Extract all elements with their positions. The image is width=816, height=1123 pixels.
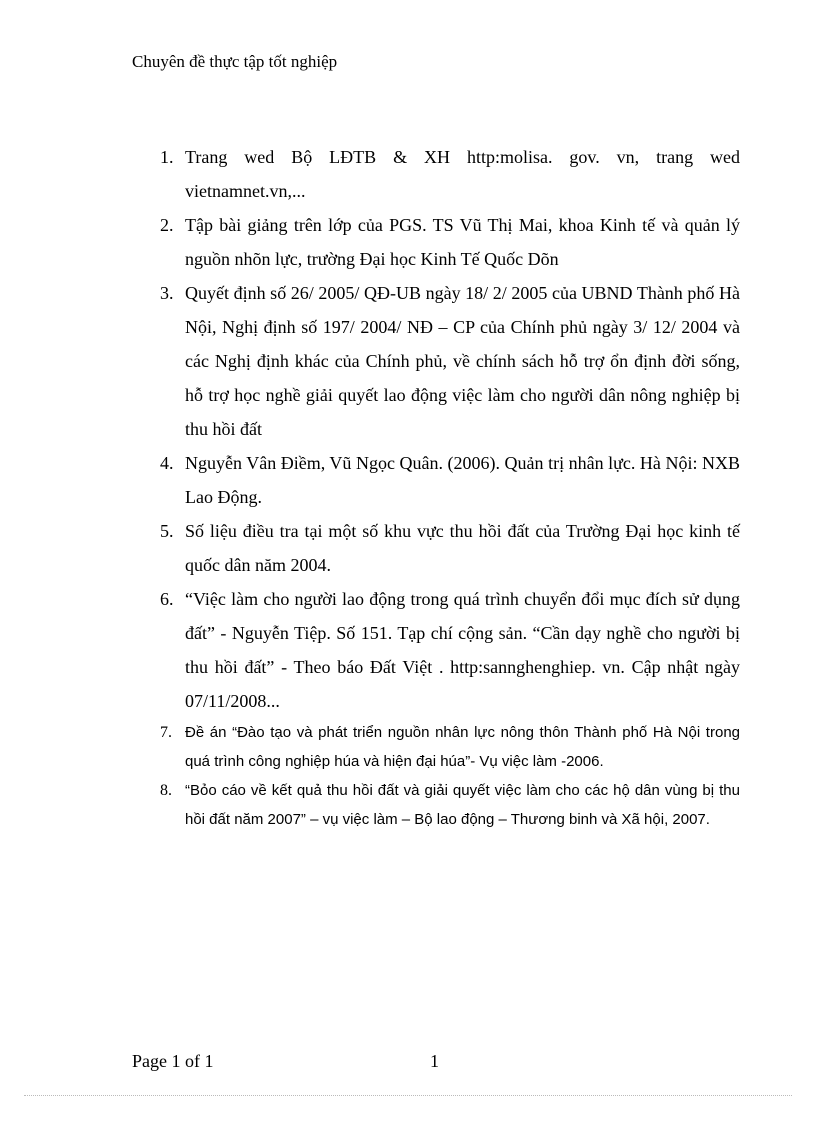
page-divider: [24, 1095, 792, 1096]
reference-text: “Bỏo cáo về kết quả thu hồi đất và giải quyết việc làm cho các hộ dân vùng bị thu hồi đất năm 2007” – vụ việc làm – Bộ lao động – Thương binh và Xã hội, 2007.: [185, 782, 740, 828]
reference-item: [150, 208, 740, 276]
reference-number: 1.: [160, 147, 174, 167]
reference-item: [150, 582, 740, 718]
reference-item: [150, 514, 740, 582]
reference-item: [150, 446, 740, 514]
reference-item: [150, 276, 740, 446]
reference-number: 7.: [160, 724, 172, 741]
reference-text: Quyết định số 26/ 2005/ QĐ-UB ngày 18/ 2/ 2005 của UBND Thành phố Hà Nội, Nghị định số 197/ 2004/ NĐ – CP của Chính phủ ngày 3/ 12/ 2004 và các Nghị định khác của Chính phủ, về chính sách hỗ trợ ổn định đời sống, hỗ trợ học nghề giải quyết lao động việc làm cho người dân nông nghiệp bị thu hồi đất: [185, 283, 740, 439]
reference-item: [150, 776, 740, 834]
reference-list: [150, 140, 740, 834]
page-header: Chuyên đề thực tập tốt nghiệp: [132, 52, 338, 71]
reference-text: Đề án “Đào tạo và phát triển nguồn nhân lực nông thôn Thành phố Hà Nội trong quá trình công nghiệp húa và hiện đại húa”- Vụ việc làm -2006.: [185, 724, 740, 770]
page-label: Page 1 of 1: [132, 1051, 214, 1071]
reference-number: 3.: [160, 283, 174, 303]
reference-number: 5.: [160, 521, 174, 541]
reference-text: Nguyễn Vân Điềm, Vũ Ngọc Quân. (2006). Quản trị nhân lực. Hà Nội: NXB Lao Động.: [185, 453, 740, 507]
reference-text: “Việc làm cho người lao động trong quá trình chuyển đổi mục đích sử dụng đất” - Nguyễn Tiệp. Số 151. Tạp chí cộng sản. “Cần dạy nghề cho người bị thu hồi đất” - Theo báo Đất Việt . http:sannghenghiep. vn. Cập nhật ngày 07/11/2008...: [185, 589, 740, 711]
reference-text: Trang wed Bộ LĐTB & XH http:molisa. gov. vn, trang wed vietnamnet.vn,...: [185, 147, 740, 201]
reference-number: 4.: [160, 453, 174, 473]
reference-number: 8.: [160, 782, 172, 799]
reference-number: 2.: [160, 215, 174, 235]
page-number: 1: [430, 1051, 439, 1071]
reference-text: Tập bài giảng trên lớp của PGS. TS Vũ Thị Mai, khoa Kinh tế và quản lý nguồn nhõn lực, trường Đại học Kinh Tế Quốc Dõn: [185, 215, 740, 269]
reference-number: 6.: [160, 589, 174, 609]
reference-text: Số liệu điều tra tại một số khu vực thu hồi đất của Trường Đại học kinh tế quốc dân năm 2004.: [185, 521, 740, 575]
reference-item: [150, 718, 740, 776]
reference-item: [150, 140, 740, 208]
